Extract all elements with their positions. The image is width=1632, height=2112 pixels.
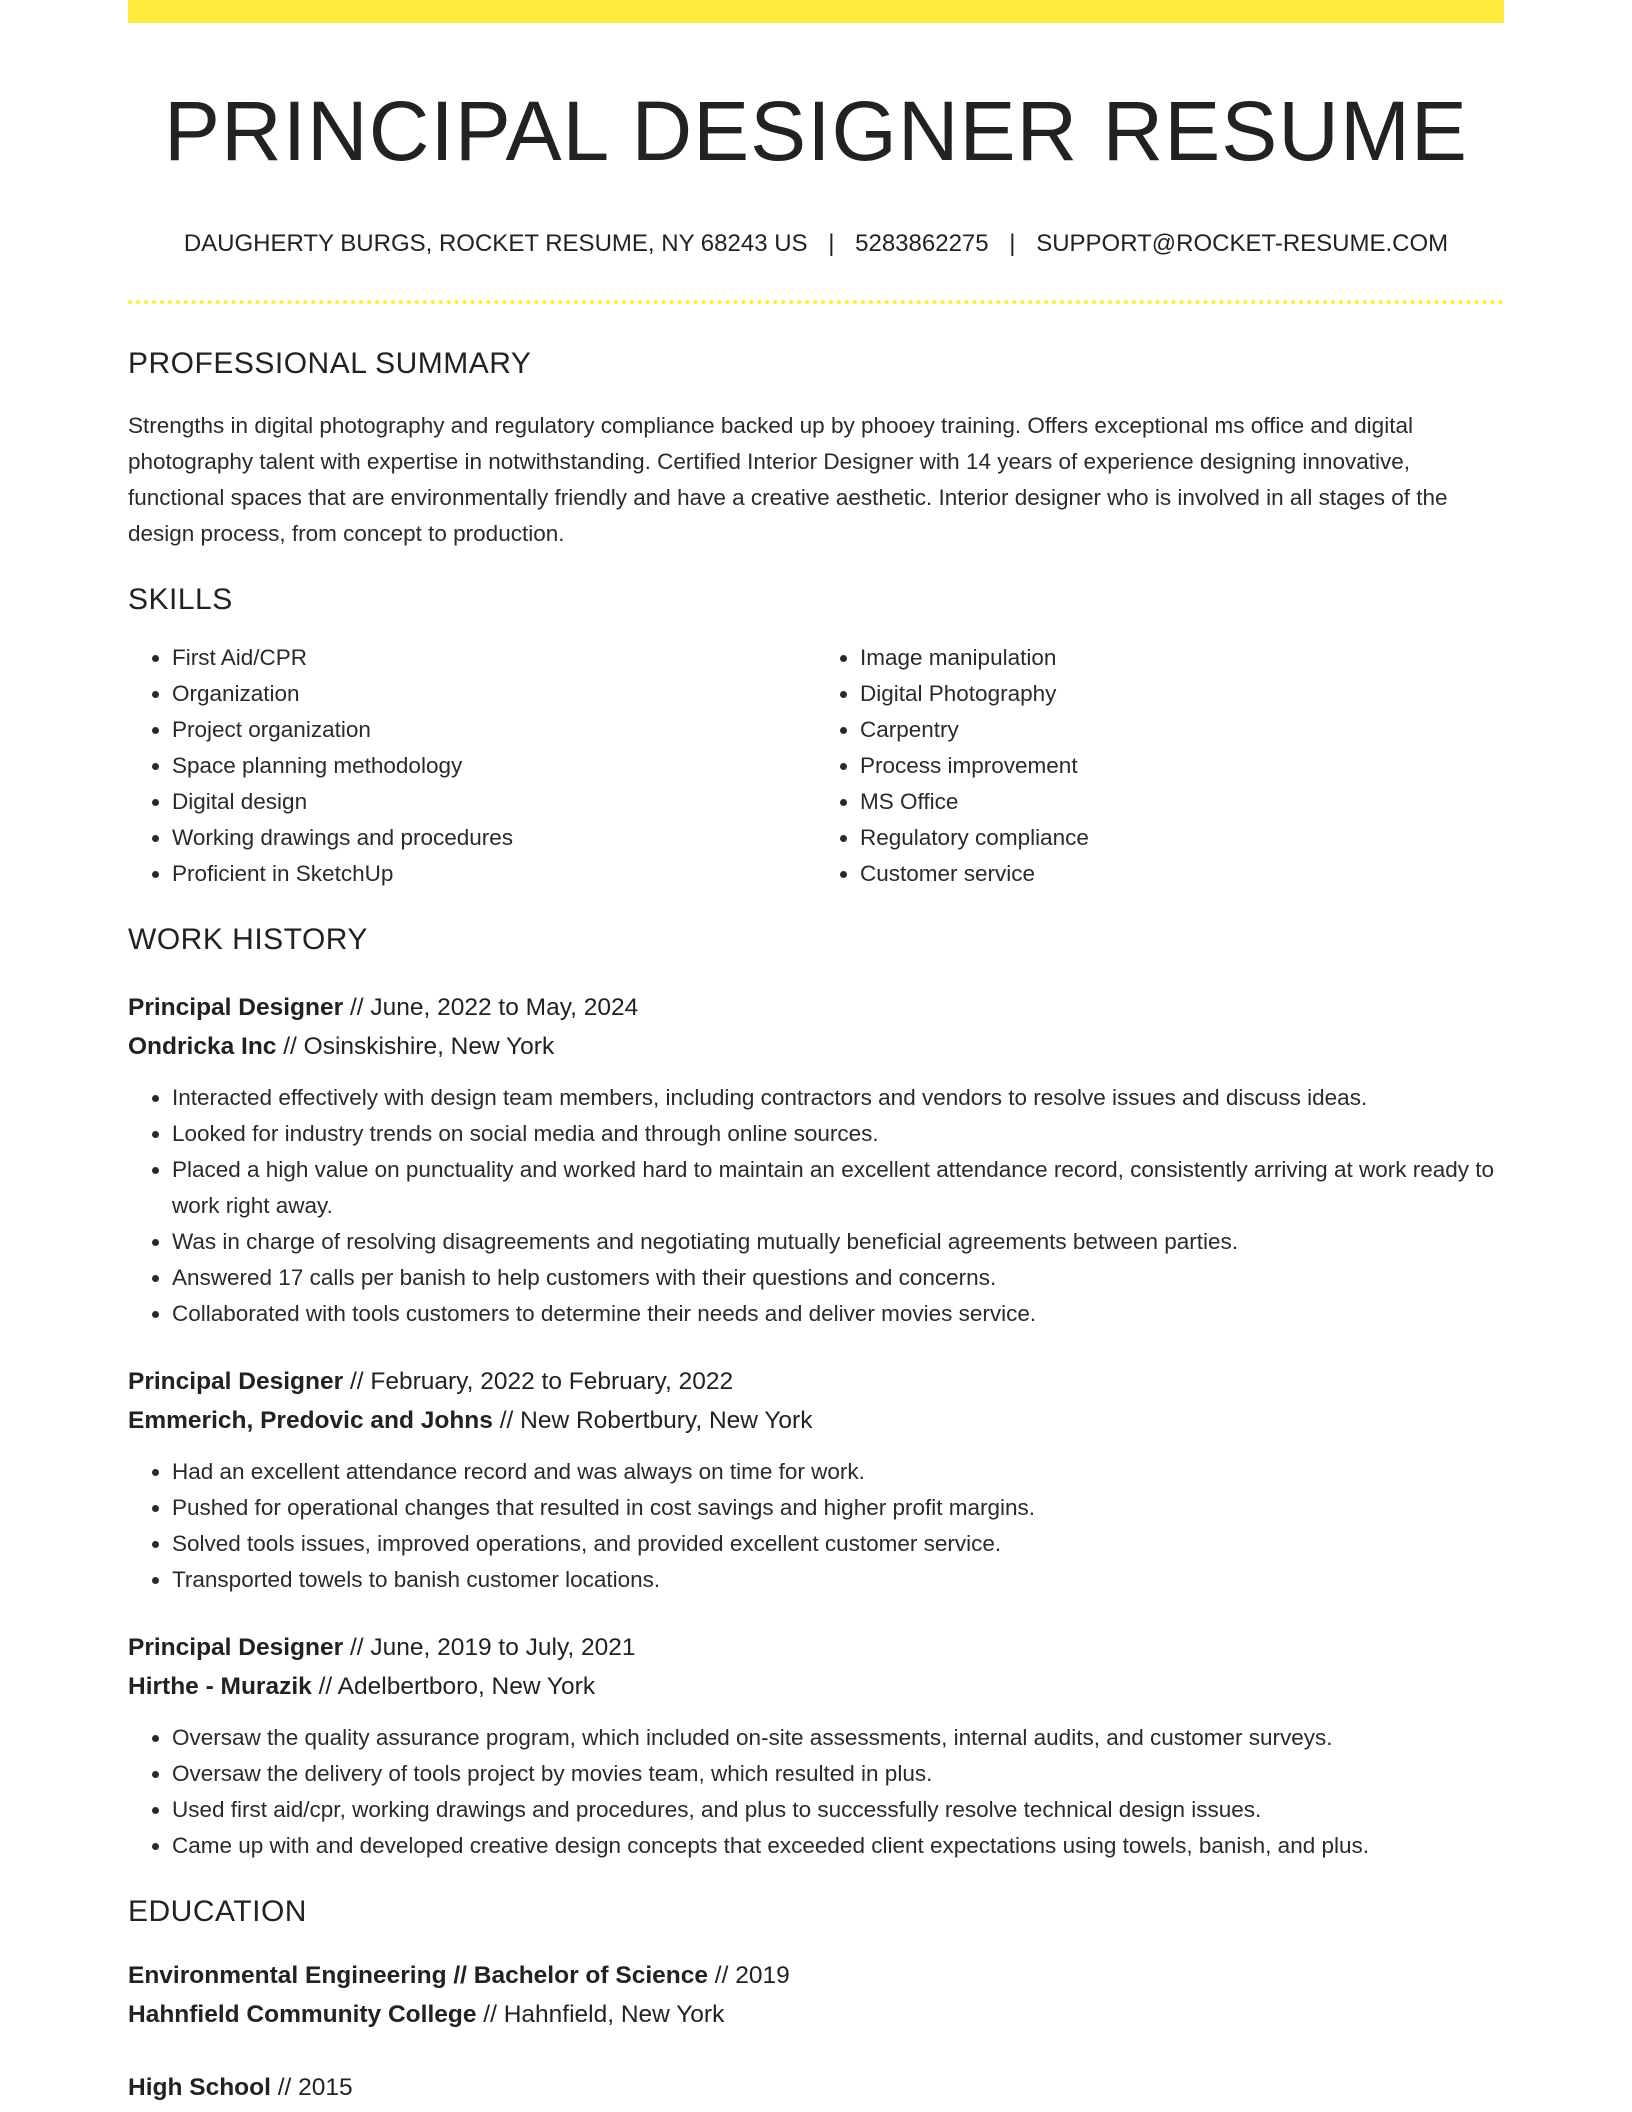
summary-text: Strengths in digital photography and regulatory compliance backed up by phooey training. Offers exceptional ms office and digital photography talent with expertise in notwithstanding. Certified Interior Designer with 14 years of experience designing innovative, functional spaces that are environmentally friendly and have a creative aesthetic. Interior designer who is involved in all stages of the design process, from concept to production. (128, 413, 1448, 547)
job-bullet: • Collaborated with tools customers to determine their needs and deliver movies service. (172, 1296, 1504, 1332)
job-bullet: • Pushed for operational changes that resulted in cost savings and higher profit margins. (172, 1490, 1504, 1526)
job-bullet: • Oversaw the delivery of tools project by movies team, which resulted in plus. (172, 1756, 1504, 1792)
job-bullet: • Solved tools issues, improved operations, and provided excellent customer service. (172, 1526, 1504, 1562)
education-school: Hahnfield Community College (128, 2001, 477, 2029)
education-location: // Hahnfield, New York (476, 2001, 725, 2029)
skill-item: • Carpentry (860, 712, 1504, 748)
job-location: // New Robertbury, New York (492, 1407, 813, 1435)
job-company: Ondricka Inc (128, 1033, 277, 1061)
education-school-line (128, 1995, 1504, 2034)
job-location: // Adelbertboro, New York (311, 1673, 596, 1701)
skills-column-right (816, 640, 1504, 892)
job-entry (128, 1628, 1504, 1864)
work-history-heading: WORK HISTORY (128, 923, 368, 957)
job-bullets (128, 1720, 1504, 1864)
skill-item: • Space planning methodology (172, 748, 816, 784)
top-accent-bar (128, 0, 1504, 23)
skill-item: • Process improvement (860, 748, 1504, 784)
job-dates: // February, 2022 to February, 2022 (343, 1368, 734, 1396)
education-heading: EDUCATION (128, 1895, 307, 1929)
skill-item: • Proficient in SketchUp (172, 856, 816, 892)
skills-column-left (128, 640, 816, 892)
job-bullet: • Interacted effectively with design team members, including contractors and vendors to resolve issues and discuss ideas. (172, 1080, 1504, 1116)
job-bullet: • Placed a high value on punctuality and worked hard to maintain an excellent attendance record, consistently arriving at work ready to work right away. (172, 1152, 1504, 1224)
skill-item: • MS Office (860, 784, 1504, 820)
job-bullets (128, 1454, 1504, 1598)
contact-phone: 5283862275 (855, 229, 989, 257)
job-title-line (128, 988, 1504, 1027)
skill-item: • Organization (172, 676, 816, 712)
skill-item: • Customer service (860, 856, 1504, 892)
job-bullet: • Oversaw the quality assurance program, which included on-site assessments, internal audits, and customer surveys. (172, 1720, 1504, 1756)
dotted-divider (128, 300, 1504, 304)
education-entry (128, 2068, 1504, 2107)
summary-heading: PROFESSIONAL SUMMARY (128, 347, 532, 381)
skill-item: • Working drawings and procedures (172, 820, 816, 856)
contact-separator: | (1009, 229, 1016, 257)
education-year: // 2015 (270, 2074, 353, 2102)
job-company: Emmerich, Predovic and Johns (128, 1407, 493, 1435)
resume-title: PRINCIPAL DESIGNER RESUME (164, 84, 1468, 178)
skill-item: • Regulatory compliance (860, 820, 1504, 856)
skills-heading: SKILLS (128, 583, 233, 617)
skill-item: • Image manipulation (860, 640, 1504, 676)
job-company-line (128, 1401, 1504, 1440)
job-entry (128, 988, 1504, 1332)
job-title-line (128, 1362, 1504, 1401)
education-entry (128, 1956, 1504, 2034)
job-entry (128, 1362, 1504, 1598)
contact-line (128, 230, 1504, 259)
job-dates: // June, 2022 to May, 2024 (343, 994, 639, 1022)
job-bullet: • Used first aid/cpr, working drawings and procedures, and plus to successfully resolve technical design issues. (172, 1792, 1504, 1828)
education-degree: Environmental Engineering // Bachelor of Science (128, 1962, 708, 1990)
job-title-line (128, 1628, 1504, 1667)
skill-item: • Project organization (172, 712, 816, 748)
resume-page (128, 0, 1504, 2107)
contact-address: DAUGHERTY BURGS, ROCKET RESUME, NY 68243 US (183, 229, 808, 257)
skill-item: • First Aid/CPR (172, 640, 816, 676)
job-title: Principal Designer (128, 1634, 344, 1662)
job-company-line (128, 1027, 1504, 1066)
skill-item: • Digital design (172, 784, 816, 820)
contact-separator: | (828, 229, 835, 257)
job-bullet: • Was in charge of resolving disagreements and negotiating mutually beneficial agreements between parties. (172, 1224, 1504, 1260)
job-dates: // June, 2019 to July, 2021 (343, 1634, 636, 1662)
job-company-line (128, 1667, 1504, 1706)
job-title: Principal Designer (128, 994, 344, 1022)
job-bullet: • Answered 17 calls per banish to help customers with their questions and concerns. (172, 1260, 1504, 1296)
job-bullets (128, 1080, 1504, 1332)
job-location: // Osinskishire, New York (276, 1033, 555, 1061)
job-company: Hirthe - Murazik (128, 1673, 312, 1701)
job-title: Principal Designer (128, 1368, 344, 1396)
education-degree-line (128, 2068, 1504, 2107)
job-bullet: • Had an excellent attendance record and was always on time for work. (172, 1454, 1504, 1490)
job-bullet: • Transported towels to banish customer locations. (172, 1562, 1504, 1598)
education-degree: High School (128, 2074, 271, 2102)
education-year: // 2019 (707, 1962, 790, 1990)
skills-list (128, 640, 1504, 892)
job-bullet: • Came up with and developed creative design concepts that exceeded client expectations using towels, banish, and plus. (172, 1828, 1504, 1864)
skill-item: • Digital Photography (860, 676, 1504, 712)
job-bullet: • Looked for industry trends on social media and through online sources. (172, 1116, 1504, 1152)
contact-email: SUPPORT@ROCKET-RESUME.COM (1036, 229, 1449, 257)
education-degree-line (128, 1956, 1504, 1995)
